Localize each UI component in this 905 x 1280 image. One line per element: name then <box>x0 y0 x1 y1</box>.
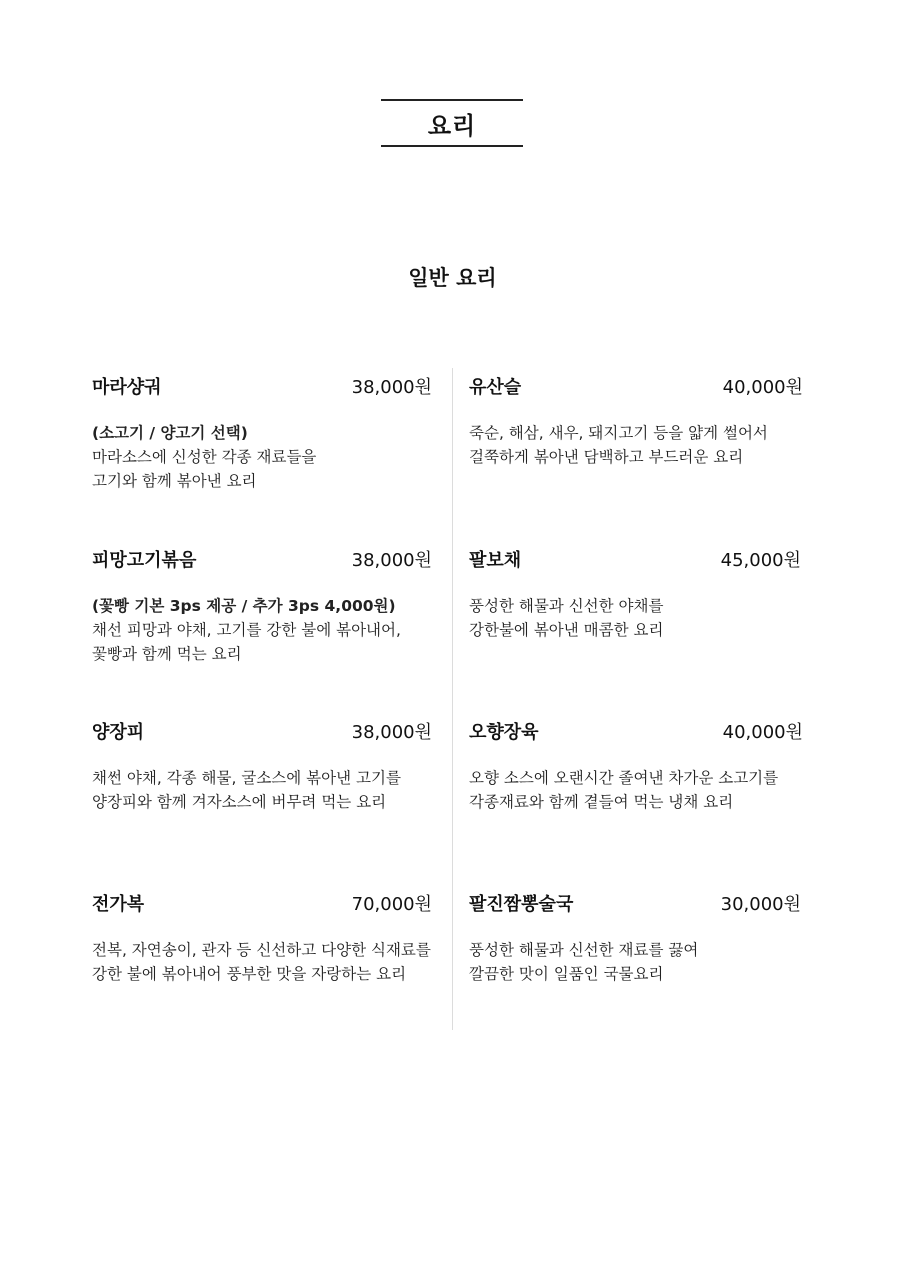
menu-item-price: 38,000원 <box>351 377 432 398</box>
menu-item-desc-line: 채썬 야채, 각종 해물, 굴소스에 볶아낸 고기를 <box>92 769 401 787</box>
menu-item-desc-line: 풍성한 해물과 신선한 야채를 <box>469 597 664 615</box>
page-title: 요리 <box>427 111 477 140</box>
menu-item-desc-line: 걸쭉하게 볶아낸 담백하고 부드러운 요리 <box>469 448 744 466</box>
menu-item-name: 양장피 <box>92 722 145 743</box>
menu-item-desc-line: 강한 불에 볶아내어 풍부한 맛을 자랑하는 요리 <box>92 965 407 983</box>
menu-item-desc-line: 채선 피망과 야채, 고기를 강한 불에 볶아내어, <box>92 621 401 639</box>
menu-item-desc-line: 각종재료와 함께 곁들여 먹는 냉채 요리 <box>469 793 734 811</box>
menu-item-name: 전가복 <box>92 894 145 915</box>
menu-item-desc-line: 죽순, 해삼, 새우, 돼지고기 등을 얇게 썰어서 <box>469 424 768 442</box>
page-title-box <box>381 99 523 147</box>
menu-item-desc-line: 전복, 자연송이, 관자 등 신선하고 다양한 식재료를 <box>92 941 431 959</box>
menu-item-price: 45,000원 <box>720 550 801 571</box>
menu-item-name: 팔보채 <box>469 550 522 571</box>
menu-item-price: 38,000원 <box>351 550 432 571</box>
menu-item-name: 오향장육 <box>469 722 539 743</box>
menu-item-note: (꽃빵 기본 3ps 제공 / 추가 3ps 4,000원) <box>92 597 396 615</box>
menu-item-description <box>469 938 698 986</box>
menu-item-desc-line: 꽃빵과 함께 먹는 요리 <box>92 645 242 663</box>
menu-item-price: 30,000원 <box>720 894 801 915</box>
menu-item-desc-line: 풍성한 해물과 신선한 재료를 끓여 <box>469 941 699 959</box>
menu-item-name: 피망고기볶음 <box>92 550 197 571</box>
menu-item-desc-line: 깔끔한 맛이 일품인 국물요리 <box>469 965 664 983</box>
menu-item-desc-line: 고기와 함께 볶아낸 요리 <box>92 472 257 490</box>
menu-item-price: 70,000원 <box>351 894 432 915</box>
menu-item-description <box>92 766 401 814</box>
menu-item-note: (소고기 / 양고기 선택) <box>92 424 248 442</box>
menu-item-description <box>92 421 316 493</box>
menu-item-desc-line: 마라소스에 신성한 각종 재료들을 <box>92 448 317 466</box>
section-title: 일반 요리 <box>408 266 497 290</box>
menu-item-name: 팔진짬뽕술국 <box>469 894 574 915</box>
menu-item-name: 마라샹궈 <box>92 377 162 398</box>
menu-item-desc-line: 강한불에 볶아낸 매콤한 요리 <box>469 621 664 639</box>
menu-item-description <box>469 766 778 814</box>
menu-item-description <box>469 421 768 469</box>
menu-item-desc-line: 양장피와 함께 겨자소스에 버무려 먹는 요리 <box>92 793 387 811</box>
menu-item-price: 38,000원 <box>351 722 432 743</box>
menu-item-name: 유산슬 <box>469 377 522 398</box>
menu-item-price: 40,000원 <box>722 377 803 398</box>
menu-item-description <box>92 594 401 666</box>
menu-item-desc-line: 오향 소스에 오랜시간 졸여낸 차가운 소고기를 <box>469 769 779 787</box>
column-divider <box>452 368 453 1030</box>
menu-item-price: 40,000원 <box>722 722 803 743</box>
menu-item-description <box>92 938 431 986</box>
menu-item-description <box>469 594 663 642</box>
